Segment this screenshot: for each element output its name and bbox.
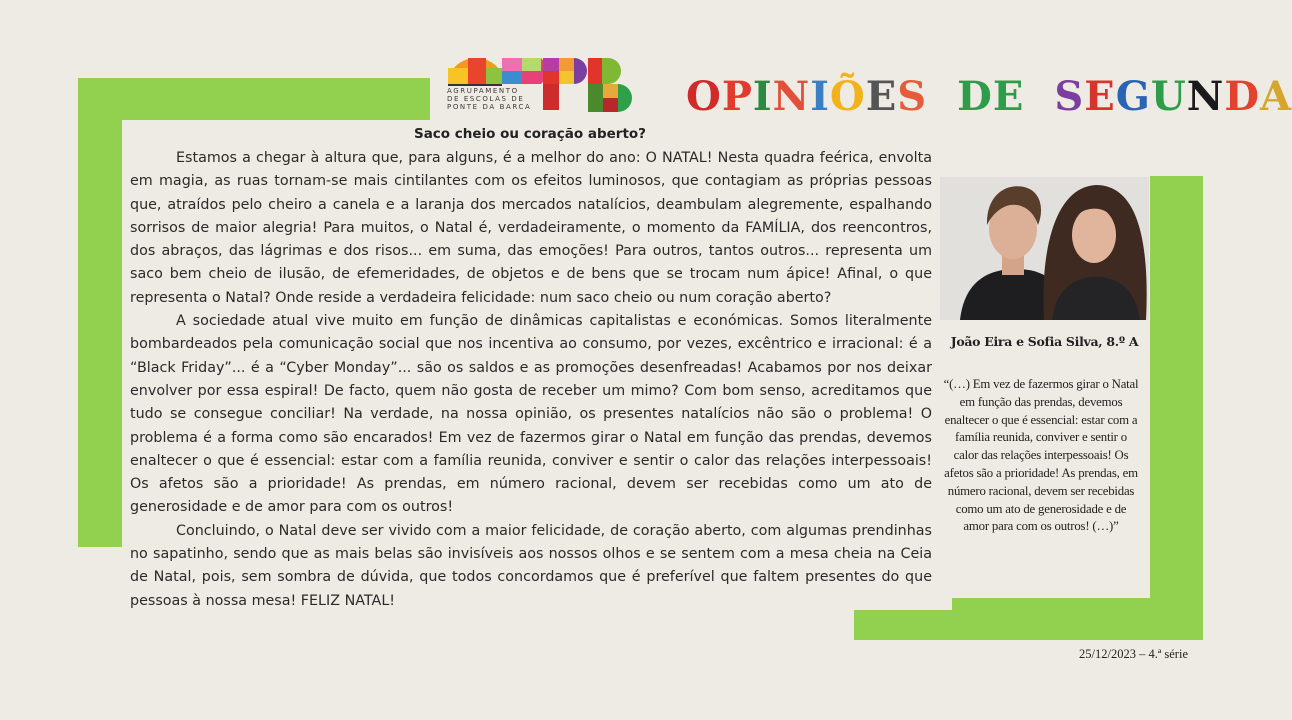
- article-paragraph-2: A sociedade atual vive muito em função de dinâmicas capitalistas e económicas. Somos literalmente bombardeados pela comunicação social que nos incentiva ao consumo, por vezes, excêntrico e irracional: é a “Black Friday”... é a “Cyber Monday”... são os saldos e as promoções desenfreadas! Acabamos por nos deixar envolver por essa espiral! De facto, quem não gosta de receber um mimo? Com bom senso, acreditamos que tudo se consegue conciliar! Na verdade, na nossa opinião, os presentes natalícios não são o problema! O problema é a forma como são encarados! Em vez de fazermos girar o Natal em função das prendas, devemos enaltecer o que é essencial: estar com a família reunida, conviver e sentir o calor das relações interpessoais! Os afetos são a prioridade! As prendas, em número racional, devem ser recebidas como um ato de generosidade e de amor para com os outros!: [130, 313, 932, 516]
- title-letter: S: [1054, 73, 1085, 120]
- title-letter: E: [865, 73, 898, 120]
- title-letter: N: [772, 73, 811, 120]
- title-word-3: [1054, 73, 1292, 120]
- title-letter: N: [1186, 73, 1225, 120]
- title-letter: E: [1084, 73, 1116, 120]
- title-letter: S: [897, 73, 928, 120]
- article-body: [130, 147, 932, 613]
- article-paragraph-1: Estamos a chegar à altura que, para alguns, é a melhor do ano: O NATAL! Nesta quadra feérica, envolta em magia, as ruas tornam-se mais cintilantes com os efeitos luminosos, que contagiam as próprias pessoas que, atraídos pelo cheiro a canela e a laranja dos mercados natalícios, deambulam alegremente, espalhando sorrisos de maior alegria! Para muitos, o Natal é, verdadeiramente, o momento da FAMÍLIA, dos reencontros, dos abraços, das lágrimas e dos risos... em suma, das emoções! Para outros, tantos outros... representa um saco bem cheio de ilusão, de efemeridades, de objetos e de bens que se trocam num ápice! Afinal, o que representa o Natal? Onde reside a verdadeira felicidade: num saco cheio ou num coração aberto?: [130, 150, 932, 306]
- pull-quote: “(…) Em vez de fazermos girar o Natal em função das prendas, devemos enaltecer o que é essencial: estar com a família reunida, conviver e sentir o calor das relações interpessoais! Os afetos são a prioridade! As prendas, em número racional, devem ser recebidas como um ato de generosidade e de amor para com os outros! (…)”: [943, 377, 1139, 534]
- logo-text: AGRUPAMENTO DE ESCOLAS DE PONTE DA BARCA: [447, 87, 532, 111]
- title-letter: D: [957, 73, 993, 120]
- title-letter: G: [1115, 73, 1151, 120]
- title-letter: E: [992, 73, 1025, 120]
- title-letter: D: [1224, 73, 1261, 120]
- title-letter: A: [1260, 73, 1292, 120]
- title-letter: P: [721, 73, 753, 120]
- title-letter: Õ: [829, 73, 866, 120]
- photo-caption: João Eira e Sofia Silva, 8.º A: [950, 334, 1139, 349]
- article-paragraph-3: Concluindo, o Natal deve ser vivido com a maior felicidade, de coração aberto, com algumas prendinhas no sapatinho, sendo que as mais belas são invisíveis aos nossos olhos e se sentem com a mesa cheia na Ceia de Natal, pois, sem sombra de dúvida, que todos concordamos que é preferível que faltem presentes do que pessoas à nossa mesa! FELIZ NATAL!: [130, 522, 932, 609]
- title-word-1: [686, 73, 927, 120]
- title-word-2: [957, 73, 1024, 120]
- student-photo: [940, 177, 1149, 320]
- title-letter: O: [686, 73, 722, 120]
- title-letter: I: [810, 73, 830, 120]
- title-letter: I: [752, 73, 773, 120]
- date-series: 25/12/2023 – 4.ª série: [1079, 647, 1188, 661]
- school-logo: [446, 54, 646, 116]
- article-title: Saco cheio ou coração aberto?: [413, 126, 647, 142]
- page-title: [686, 74, 1292, 124]
- title-letter: U: [1150, 73, 1187, 120]
